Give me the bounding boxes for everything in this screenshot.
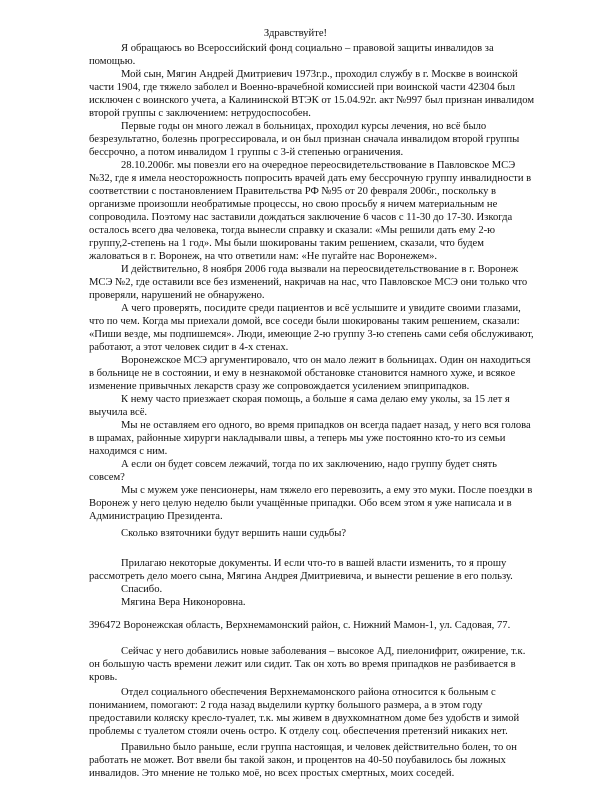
- text-line: Воронеж у него целую неделю были учащённые припадки. Обо всем этом я уже написала и в: [89, 498, 512, 509]
- text-line: безрезультатно, болезнь прогрессировала, и он был признан сначала инвалидом второй группы: [89, 134, 520, 145]
- text-line: осталось всего два человека, тогда вынесли справку и сказали: «Мы решили дать ему 2-ю: [89, 225, 496, 236]
- text-line: проверяли, нарушений не обнаружено.: [89, 290, 265, 301]
- text-line: Первые годы он много лежал в больницах, проходил курсы лечения, но всё было: [121, 121, 487, 132]
- text-line: А если он будет совсем лежачий, тогда по их заключению, надо группу будет снять: [121, 459, 498, 470]
- text-line: Мой сын, Мягин Андрей Дмитриевич 1973г.р., проходил службу в г. Москве в воинской: [121, 69, 518, 80]
- text-line: Сколько взяточники будут вершить наши судьбы?: [121, 528, 347, 539]
- text-line: пониманием, помогают: 2 года назад выделили куртку большого размера, а в этом году: [89, 700, 483, 711]
- greeting: Здравствуйте!: [263, 28, 328, 39]
- text-line: инвалидов. Это мнение не только моё, но всех простых смертных, моих соседей.: [89, 768, 455, 779]
- text-line: №32, где я имела неосторожность попросить врачей дать ему бессрочную группу инвалидности в: [89, 173, 532, 184]
- text-line: выучила всё.: [89, 407, 148, 418]
- text-line: исключен с воинского учета, а Калининской ВТЭК от 15.04.92г. акт №997 был признан инвалидом: [89, 95, 535, 106]
- text-line: находимся с ним.: [89, 446, 168, 457]
- text-line: что по чем. Когда мы приехали домой, все соседи были шокированы таким решением, сказали:: [89, 316, 520, 327]
- address-line: 396472 Воронежская область, Верхнемамонский район, с. Нижний Мамон-1, ул. Садовая, 77.: [89, 620, 511, 631]
- text-line: Прилагаю некоторые документы. И если что-то в вашей власти изменить, то я прошу: [121, 558, 507, 569]
- text-line: Мы не оставляем его одного, во время припадков он всегда падает назад, у него вся голова: [121, 420, 531, 431]
- text-line: Воронежское МСЭ аргументировало, что он мало лежит в больницах. Один он находиться: [121, 355, 531, 366]
- text-line: МСЭ №2, где оставили все без изменений, накричав на нас, что Павловское МСЭ они только что: [89, 277, 528, 288]
- text-line: Сейчас у него добавились новые заболевания – высокое АД, пиелонифрит, ожирение, т.к.: [121, 646, 526, 657]
- text-line: жаловаться в г. Воронеж, на что ответили нам: «Не пугайте нас Воронежем».: [89, 251, 438, 262]
- text-line: предоставили коляску кресло-туалет, т.к. мы живем в двухкомнатном доме без удобств и зимой: [89, 713, 520, 724]
- text-line: организме произошли необратимые процессы, но свою просьбу я ничем материальным не: [89, 199, 498, 210]
- signature-name: Мягина Вера Никоноровна.: [121, 597, 246, 608]
- text-line: соответствии с постановлением Правительства РФ №95 от 20 февраля 2006г., поскольку в: [89, 186, 497, 197]
- text-line: он большую часть времени лежит или сидит. Так он хоть во время припадков не разбивается в: [89, 659, 516, 670]
- text-line: в больнице не в состоянии, и ему в незнакомой обстановке становится намного хуже, и всякое: [89, 368, 516, 379]
- text-line: бессрочно, а потом инвалидом 1 группы с 3-й степенью ограничения.: [89, 147, 404, 158]
- text-line: Спасибо.: [121, 584, 163, 595]
- text-line: Правильно было раньше, если группа настоящая, и человек действительно болен, то он: [121, 742, 517, 753]
- text-line: работают, а этот человек сидит в 4-х стенах.: [89, 342, 289, 353]
- text-line: «Пиши везде, мы подпишемся». Люди, имеющие 2-ю группу 3-ю степень сами себя обслуживают,: [89, 329, 534, 340]
- text-line: К нему часто приезжает скорая помощь, а больше я сама делаю ему уколы, за 15 лет я: [121, 394, 510, 405]
- text-line: группу,2-степень на 1 год». Мы были шокированы таким решением, сказали, что будем: [89, 238, 484, 249]
- text-line: Я обращаюсь во Всероссийский фонд социально – правовой защиты инвалидов за: [121, 43, 494, 54]
- text-line: работать не может. Вот ввели бы такой закон, и процентов на 40-50 поубавилось бы ложных: [89, 755, 506, 766]
- text-line: рассмотреть дело моего сына, Мягина Андрея Дмитриевича, и вынести решение в его пользу.: [89, 571, 513, 582]
- text-line: А чего проверять, посидите среди пациентов и всё услышите и увидите своими глазами,: [121, 303, 521, 314]
- text-line: 28.10.2006г. мы повезли его на очередное переосвидетельствование в Павловское МСЭ: [121, 160, 516, 171]
- text-line: части 1904, где тяжело заболел и Военно-врачебной комиссией при воинской части 42304 был: [89, 82, 516, 93]
- text-line: Администрацию Президента.: [89, 511, 223, 522]
- text-line: второй группы с заключением: нетрудоспособен.: [89, 108, 311, 119]
- text-line: И действительно, 8 ноября 2006 года вызвали на переосвидетельствование в г. Воронеж: [121, 264, 519, 275]
- text-line: сопроводила. Поэтому нас заставили дождаться заключение 6 часов с 11-30 до 17-30. Изкогда: [89, 212, 513, 223]
- text-line: изменение привычных лекарств сразу же сопровождается усилением эпиприпадков.: [89, 381, 470, 392]
- text-line: совсем?: [89, 472, 125, 483]
- text-line: Отдел социального обеспечения Верхнемамонского района относится к больным с: [121, 687, 496, 698]
- text-line: Мы с мужем уже пенсионеры, нам тяжело его перевозить, а ему это муки. После поездки в: [121, 485, 533, 496]
- text-line: помощью.: [89, 56, 136, 67]
- text-line: в шрамах, районные хирурги накладывали швы, а теперь мы уже постоянно кто-то из семьи: [89, 433, 506, 444]
- text-line: кровь.: [89, 672, 118, 683]
- text-line: проблемы с туалетом стояли очень остро. К отделу соц. обеспечения претензий никаких нет.: [89, 726, 508, 737]
